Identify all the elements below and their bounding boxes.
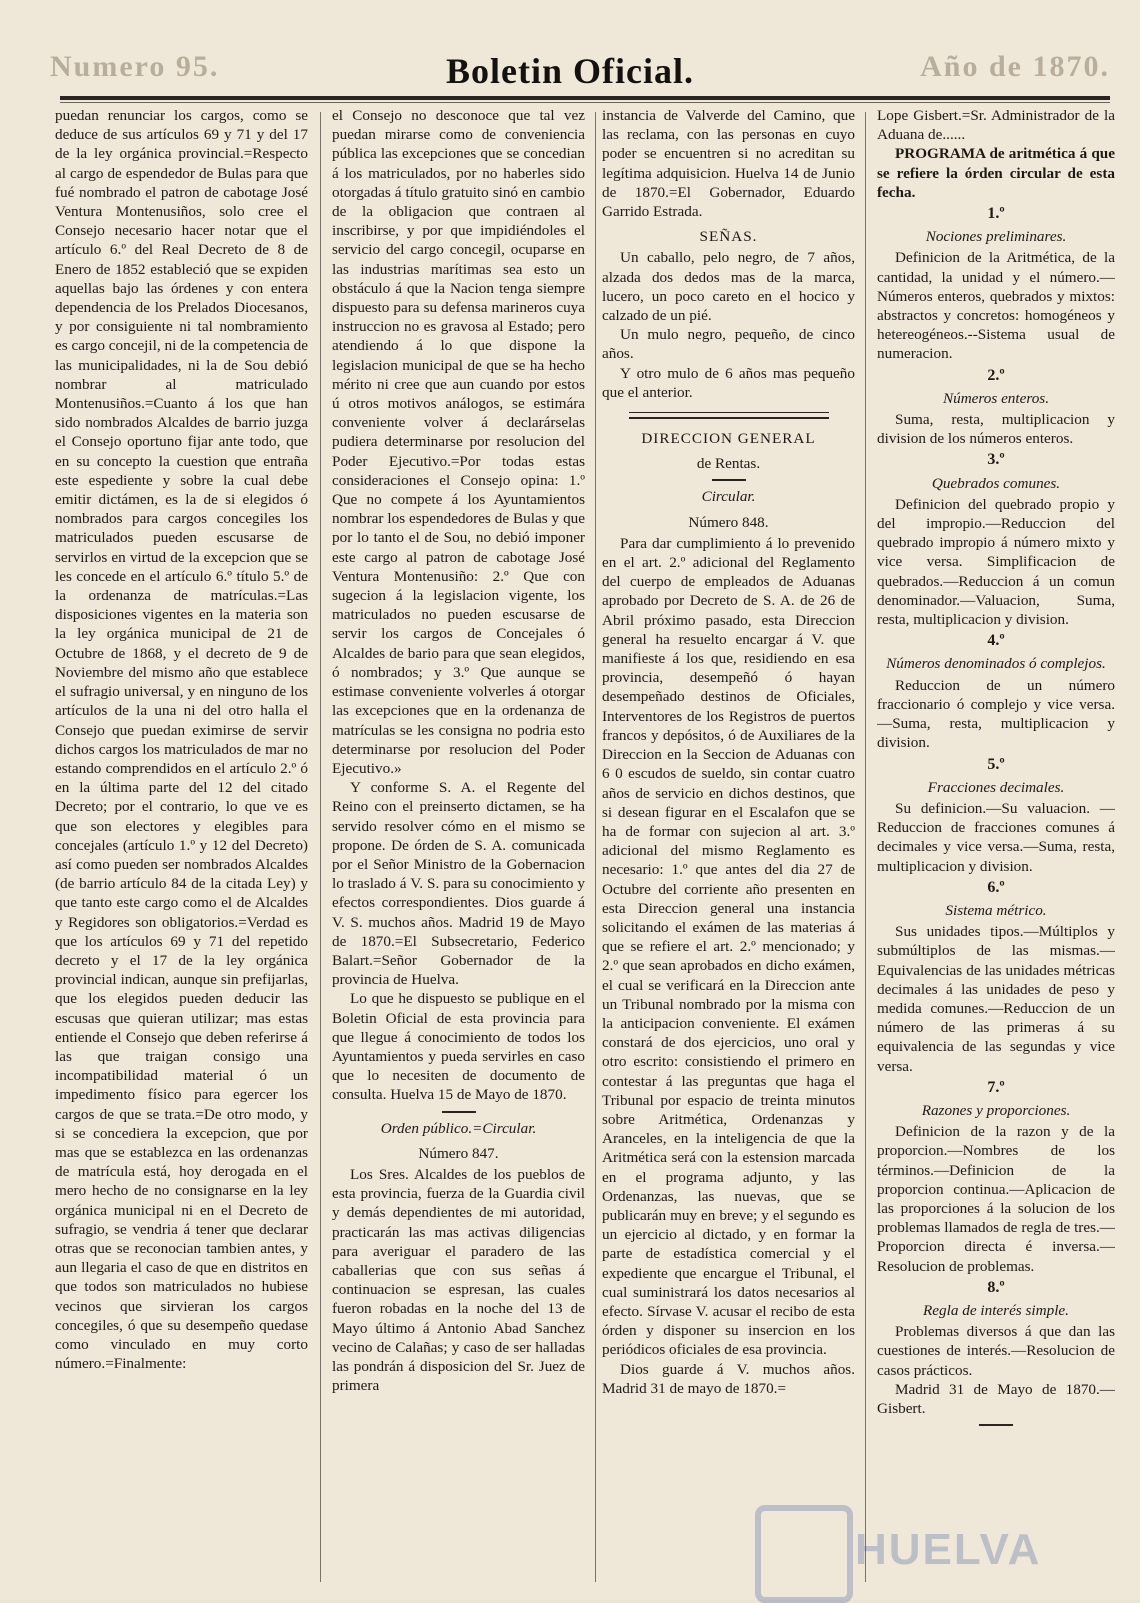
section-text: Su definicion.—Su valuacion. —Reduccion de fracciones comunes á decimales y vice versa.—Suma, resta, multiplicacion y division. <box>877 799 1115 875</box>
section-text: Definicion de la razon y de la proporcion.—Nombres de los términos.—Definicion de la proporcion continua.—Aplicacion de las proporciones á la solucion de los problemas llamados de regla de tres.—Proporcion directa é inversa.—Resolucion de problemas. <box>877 1123 1115 1275</box>
columns-area <box>55 106 1115 1590</box>
column-divider <box>865 112 866 1582</box>
article-paragraph: puedan renunciar los cargos, como se deduce de sus artículos 69 y 71 y del 17 de la ley orgánica provincial.=Respecto al cargo de espendedor de Bulas para que fué nombrado el patron de cabotage José Ventura Montenusiños, solo cree el Consejo necesario hacer notar que el artículo 6.º del Real Decreto de 8 de Enero de 1852 estableció que se expiden aquellas bajo las órdenes y con entera dependencia de los Prelados Diocesanos, y por consiguiente ni tal nombramiento es cargo concejil, ni de la competencia de las municipalidades, ni la de Sou debió nombrar al matriculado Montenusiños.=Cuanto á los que han sido nombrados Alcaldes de barrio juzga el Consejo oportuno fijar ante todo, que en su concepto la cuestion que entraña este espediente y sobre la cual debe emitir dictámen, es la de si elegidos ó nombrados para cargos concegiles los matriculados pueden escusarse de servirlos en virtud de la excepcion que se les concede en el artículo 6.º título 5.º de la ordenanza de matrículas.=Las disposiciones vigentes en la materia son la ley orgánica municipal de 21 de Octubre de 1868, y el decreto de 9 de Noviembre del mismo año que establece el sufragio universal, y en ninguno de los artículos de la una ni del otro halla el Consejo que puedan eximirse de servir dichos cargos los matriculados de mar no estando comprendidos en el artículo 2.º ó en la última parte del 12 del citado Decreto; por el contrario, lo que ve es que son electores y elegibles para concejales (artículo 1.º y 12 del Decreto) así como pueden ser nombrados Alcaldes (de barrio artículo 84 de la citada Ley) y que tanto este cargo como el de Alcaldes y Regidores son obligatorios.=Verdad es que los artículos 69 y 71 del repetido decreto y el 17 de la ley orgánica provincial indican, aunque sin prefijarlas, que los elegidos pueden deducir las escusas que quieran utilizar; mas estas entiende el Consejo que deben referirse á las que traigan consigo una incompatibilidad material ó un impedimento físico para egercer los cargos de que se trata.=De otro modo, y si se concediera la excepcion, que por mas que se establezca en las ordenanzas de matrícula está, hoy derogada en el mero hecho de no consignarse en la ley orgánica municipal ni en el Decreto de sufragio, se vendria á tener que declarar otras que se reconocian tambien antes, y aun llegaria el caso de que en distritos en que todos son matriculados no hubiese vecinos que sirvieran los cargos concegiles, ó que su desempeño quedase como vinculado en muy corto número.=Finalmente: <box>55 107 308 1373</box>
section-heading: Orden público.=Circular. <box>380 1119 537 1137</box>
column-divider <box>595 112 596 1582</box>
section-number: 6.º <box>987 878 1005 896</box>
bleed-through-text-right: Año de 1870. <box>920 50 1110 83</box>
section-heading: SEÑAS. <box>699 228 758 246</box>
section-rule <box>712 479 746 481</box>
stamp-logo-icon <box>755 1505 853 1603</box>
closing-line: Madrid 31 de Mayo de 1870.—Gisbert. <box>877 1380 1115 1417</box>
end-rule <box>979 1424 1013 1426</box>
article-paragraph: Para dar cumplimiento á lo prevenido en el art. 2.º adicional del Reglamento del cuerpo de empleados de Aduanas aprobado por Decreto de S. A. de 26 de Abril próximo pasado, esta Direccion general ha resuelto encargar á V. que manifieste á los que, residiendo en esa provincia, desempeñó ó hayan desempeñado destinos de Oficiales, Interventores de los Registros de puertos francos y depósitos, ó de Auxiliares de la Direccion en la Seccion de Aduanas con 6 0 escudos de sueldo, sin contar cuatro años de servicio en dichos destinos, que si desean figurar en el Escalafon que se ha de formar con sujecion al art. 3.º adicional del mismo Reglamento es necesario: 1.º que antes del dia 27 de Octubre del corriente año presenten en esta Direccion general una instancia solicitando el exámen de las materias á que se refiere el art. 2.º mencionado; y 2.º que sean aprobados en dicho exámen, el cual se verificará en la Direccion ante un Tribunal nombrado por la misma con la anticipacion conveniente. El exámen constará de dos ejercicios, uno oral y otro escrito: consistiendo el primero en contestar á las preguntas que haga el Tribunal por espacio de treinta minutos sobre Aritmética, Ordenanzas y Aranceles, en la inteligencia de que la Aritmética será con la estension marcada en el programa adjunto, y las Ordenanzas, las nuevas, que se publicarán muy en breve; y el segundo es un ejercicio al dictado, y en formar la parte de estadística comercial y el expediente que encargue el Tribunal, el cual suministrará los datos necesarios al efecto. Sírvase V. acusar el recibo de esta órden y disponer su insercion en los periódicos oficiales de esa provincia. <box>602 534 855 1359</box>
section-rule <box>629 417 829 419</box>
program-section <box>877 366 1115 449</box>
program-section <box>877 1278 1115 1380</box>
section-number: 8.º <box>987 1278 1005 1296</box>
section-number: 5.º <box>987 755 1005 773</box>
program-heading: PROGRAMA de aritmética á que se refiere la órden circular de esta fecha. <box>877 145 1115 201</box>
section-title: Quebrados comunes. <box>931 474 1061 492</box>
column-3 <box>602 106 855 1590</box>
column-2 <box>332 106 585 1590</box>
article-paragraph: Dios guarde á V. muchos años. Madrid 31 de mayo de 1870.= <box>602 1360 855 1397</box>
program-section <box>877 755 1115 876</box>
column-1 <box>55 106 308 1590</box>
section-text: Sus unidades tipos.—Múltiplos y submúltiplos de las mismas.—Equivalencias de las unidades métricas decimales á las unidades de peso y medida comunes.—Reduccion de un número de las primeras á su equivalencia de las segundas y vice versa. <box>877 923 1115 1075</box>
article-paragraph: Los Sres. Alcaldes de los pueblos de esta provincia, fuerza de la Guardia civil y demás dependientes de mi autoridad, practicarán las mas activas diligencias para averiguar el paradero de las caballerias que con sus señas á continuacion se espresan, las cuales fueron robadas en la noche del 13 de Mayo último á Antonio Abad Sanchez vecino de Calañas; y caso de ser halladas las pondrán á disposicion del Sr. Juez de primera <box>332 1165 585 1395</box>
program-section <box>877 204 1115 364</box>
section-title: Regla de interés simple. <box>923 1301 1069 1319</box>
section-number: 4.º <box>987 632 1005 650</box>
section-title: Sistema métrico. <box>945 901 1047 919</box>
circular-label: Circular. <box>701 488 756 506</box>
section-rule <box>442 1111 476 1113</box>
article-paragraph: Y conforme S. A. el Regente del Reino con el preinserto dictamen, se ha servido resolver cómo en el mismo se propone. De órden de S. A. comunicada por el Señor Ministro de la Gobernacion lo traslado á V. S. para su conocimiento y efectos correspondientes. Dios guarde á V. S. muchos años. Madrid 19 de Mayo de 1870.=El Subsecretario, Federico Balart.=Señor Gobernador de la provincia de Huelva. <box>332 779 585 989</box>
section-rule <box>629 412 829 413</box>
program-section <box>877 631 1115 752</box>
stamp-text: HUELVA <box>855 1525 1042 1574</box>
article-paragraph: Un caballo, pelo negro, de 7 años, alzada dos dedos mas de la marca, lucero, un poco careto en el hocico y calzado de un pié. <box>602 249 855 325</box>
column-4 <box>877 106 1115 1590</box>
article-paragraph: Lo que he dispuesto se publique en el Boletin Oficial de esta provincia para que llegue á conocimiento de todos los Ayuntamientos y pueda servirles en caso que lo necesiten de documento de consulta. Huelva 15 de Mayo de 1870. <box>332 990 585 1104</box>
section-number: 7.º <box>987 1078 1005 1096</box>
circular-number: Número 848. <box>688 513 769 531</box>
page-header <box>0 0 1140 100</box>
section-title: Números enteros. <box>942 389 1050 407</box>
section-text: Suma, resta, multiplicacion y division de los números enteros. <box>877 411 1115 448</box>
section-title: Números denominados ó complejos. <box>886 655 1106 673</box>
section-text: Reduccion de un número fraccionario ó complejo y vice versa. —Suma, resta, multiplicacion y division. <box>877 676 1115 752</box>
article-paragraph: el Consejo no desconoce que tal vez puedan mirarse como de conveniencia pública las excepciones que se concedian á los matriculados, por no haberles sido otorgadas á título gratuito sinó en cambio de la obligacion que contraen al inscribirse, y por que impidiéndoles el servicio del cargo concegil, ocuparse en las industrias marítimas sea esto un obstáculo á que la Nacion tenga siempre dispuesto para su defensa marineros cuya instruccion no es gravosa al Estado; pero atendiendo á lo que dispone la legislacion municipal de que se ha hecho mérito ni cree que aun cuando por estos ú otros motivos análogos, se estimára conveniente volver á declarárselas pudiera determinarse por resolucion del Poder Ejecutivo.=Por todas estas consideraciones el Consejo opina: 1.º Que no compete á los Ayuntamientos nombrar los espendedores de Bulas y que por lo tanto el de Sou, no debió imponer este cargo al patron de cabotage José Ventura Montenusiño: 2.º Que con sugecion á la legislacion vigente, los matriculados no pueden escusarse de servir los cargos de Concejales ó Alcaldes de bario para que sean elegidos, ó nombrados; y 3.º Que aunque se estimase conveniente volverles á otorgar las excepciones que en la ordenanza de matrículas se les consigna no podria esto determinarse por resolucion del Poder Ejecutivo.» <box>332 107 585 777</box>
article-paragraph: Y otro mulo de 6 años mas pequeño que el anterior. <box>602 364 855 401</box>
column-divider <box>320 112 321 1582</box>
circular-number: Número 847. <box>418 1144 499 1162</box>
section-text: Definicion de la Aritmética, de la cantidad, la unidad y el número.—Números enteros, quebrados y mixtos: abstractos y concretos: homogéneos y hetereogéneos.--Sistema usual de numeracion. <box>877 249 1115 363</box>
section-title: Fracciones decimales. <box>927 778 1065 796</box>
signature-line: Lope Gisbert.=Sr. Administrador de la Aduana de...... <box>877 107 1115 144</box>
section-text: Definicion del quebrado propio y del impropio.—Reduccion del quebrado impropio á número mixto y vice versa. Simplificacion de quebrados.—Reduccion á un comun denominador.—Valuacion, Suma, resta, multiplicacion y division. <box>877 495 1115 629</box>
section-text: Problemas diversos á que dan las cuestiones de interés.—Resolucion de casos prácticos. <box>877 1323 1115 1379</box>
bleed-through-text-left: Numero 95. <box>50 50 220 83</box>
section-number: 2.º <box>987 366 1005 384</box>
library-watermark-stamp <box>735 1505 1055 1585</box>
section-heading: DIRECCION GENERAL <box>641 430 816 448</box>
program-section <box>877 450 1115 629</box>
section-title: Nociones preliminares. <box>925 228 1067 246</box>
section-title: Razones y proporciones. <box>921 1101 1071 1119</box>
header-rule <box>60 96 1110 100</box>
article-paragraph: Un mulo negro, pequeño, de cinco años. <box>602 326 855 363</box>
header-rule-thin <box>60 102 1110 103</box>
article-paragraph: instancia de Valverde del Camino, que las reclama, con las personas en cuyo poder se encuentren si no acreditan su legítima adquisicion. Huelva 14 de Junio de 1870.=El Gobernador, Eduardo Garrido Estrada. <box>602 107 855 221</box>
section-number: 1.º <box>987 205 1005 223</box>
masthead-title: Boletin Oficial. <box>446 51 694 91</box>
program-section <box>877 1078 1115 1276</box>
program-section <box>877 878 1115 1076</box>
section-subheading: de Rentas. <box>696 455 761 473</box>
section-number: 3.º <box>987 451 1005 469</box>
